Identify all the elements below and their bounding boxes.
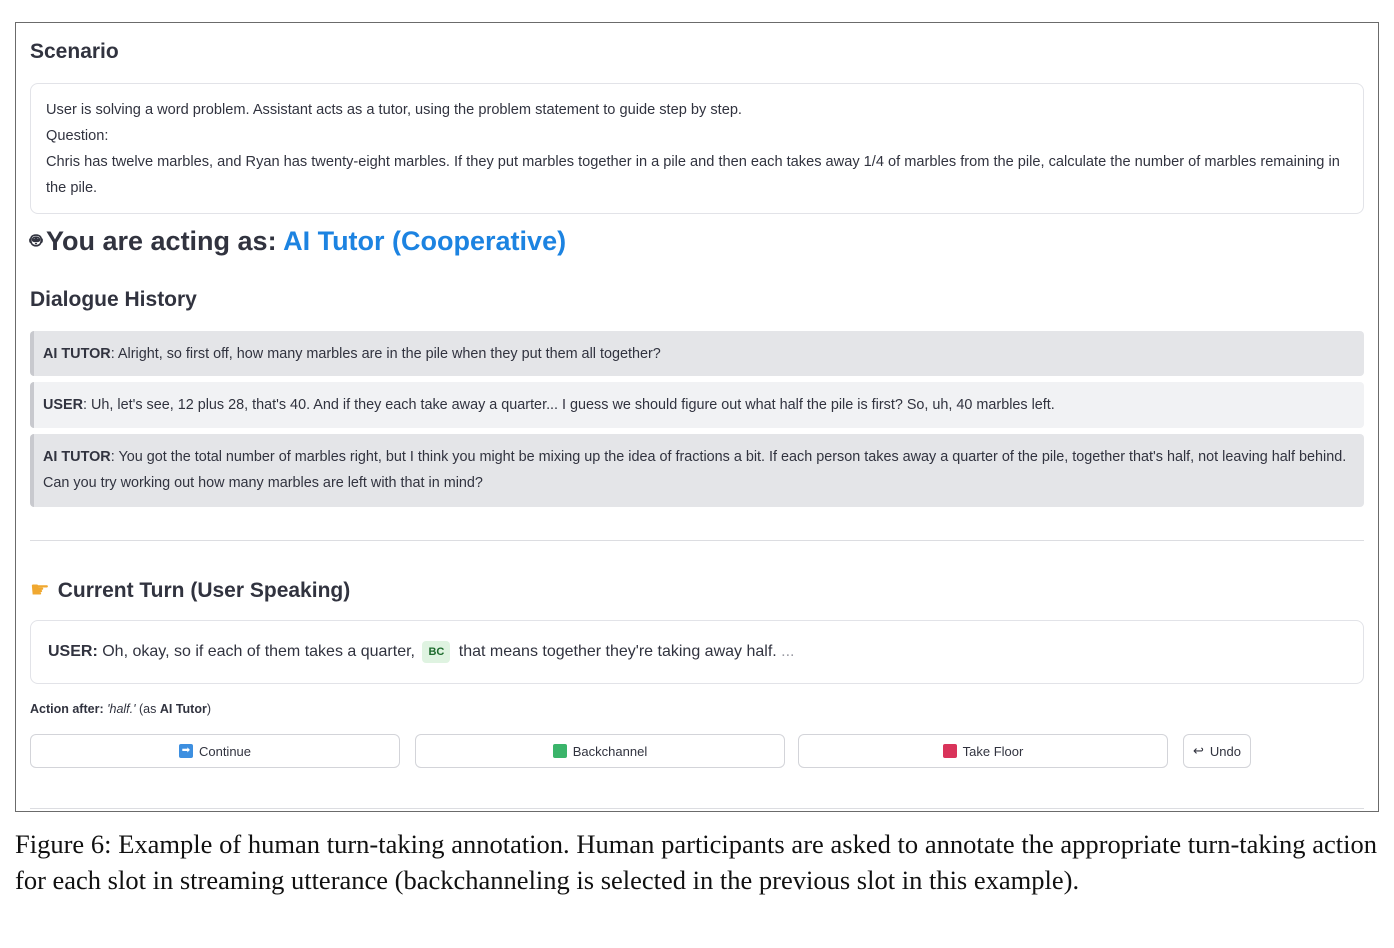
- continue-button[interactable]: [30, 734, 400, 768]
- message-speaker: AI TUTOR: [43, 449, 111, 465]
- undo-label: Undo: [1209, 743, 1241, 759]
- scenario-description: User is solving a word problem. Assistant acts as a tutor, using the problem statement to guide step by step.: [46, 102, 742, 118]
- backchannel-badge: BC: [422, 641, 450, 663]
- message-text: : You got the total number of marbles right, but I think you might be mixing up the idea of fractions a bit. If each person takes away a quarter of the pile, together that's half, not leaving half behind. Can you try working out how many marbles are left with that in mind?: [43, 449, 1347, 491]
- current-turn-title: Current Turn (User Speaking): [57, 579, 351, 602]
- current-turn-heading: [30, 577, 350, 603]
- backchannel-label: Backchannel: [572, 743, 648, 759]
- scenario-heading: Scenario: [30, 40, 119, 63]
- action-label: [30, 702, 211, 716]
- turn-ellipsis: ...: [781, 643, 795, 660]
- take-floor-button[interactable]: [798, 734, 1168, 768]
- message-speaker: USER: [43, 397, 83, 413]
- undo-button[interactable]: [1183, 734, 1251, 768]
- dialogue-history-heading: Dialogue History: [30, 288, 197, 311]
- turn-text-after: that means together they're taking away half.: [458, 643, 777, 660]
- annotation-interface: [15, 22, 1379, 812]
- acting-role: AI Tutor (Cooperative): [283, 226, 567, 256]
- question-text: Chris has twelve marbles, and Ryan has twenty-eight marbles. If they put marbles together in a pile and then each takes away 1/4 of marbles from the pile, calculate the number of marbles remaining in the pile.: [46, 154, 1340, 196]
- current-turn-box: [30, 620, 1364, 684]
- acting-as-prefix: You are acting as:: [46, 226, 277, 256]
- action-role: AI Tutor: [159, 702, 207, 716]
- message-text: : Uh, let's see, 12 plus 28, that's 40. And if they each take away a quarter... I guess we should figure out what half the pile is first? So, uh, 40 marbles left.: [82, 397, 1055, 413]
- turn-speaker: USER:: [48, 643, 98, 660]
- pointing-hand-icon: ☛: [30, 577, 50, 602]
- message-speaker: AI TUTOR: [43, 346, 111, 362]
- question-label: Question:: [46, 128, 109, 144]
- history-message-ai: [30, 434, 1364, 507]
- divider: [30, 540, 1364, 541]
- history-message-ai: [30, 331, 1364, 376]
- backchannel-button[interactable]: [415, 734, 785, 768]
- take-floor-label: Take Floor: [962, 743, 1024, 759]
- robot-face-icon: 🤖︎: [30, 230, 42, 252]
- undo-arrow-icon: ↩: [1193, 743, 1204, 758]
- divider: [30, 808, 1364, 809]
- figure-caption: Figure 6: Example of human turn-taking annotation. Human participants are asked to annotate the appropriate turn-taking action for each slot in streaming utterance (backchanneling is selected in the previous slot in this example).: [15, 829, 1377, 895]
- action-label-prefix: Action after:: [30, 702, 104, 716]
- action-label-mid: (as: [139, 702, 157, 716]
- green-square-icon: [553, 744, 567, 758]
- turn-text-before: Oh, okay, so if each of them takes a quarter,: [102, 643, 415, 660]
- action-word: 'half.': [107, 702, 136, 716]
- scenario-box: [30, 83, 1364, 214]
- arrow-right-icon: ➡: [179, 744, 193, 758]
- history-message-user: [30, 382, 1364, 428]
- continue-label: Continue: [198, 743, 252, 759]
- red-square-icon: [943, 744, 957, 758]
- action-label-suffix: ): [206, 702, 212, 716]
- acting-as-title: [30, 226, 566, 257]
- message-text: : Alright, so first off, how many marbles are in the pile when they put them all together?: [110, 346, 661, 362]
